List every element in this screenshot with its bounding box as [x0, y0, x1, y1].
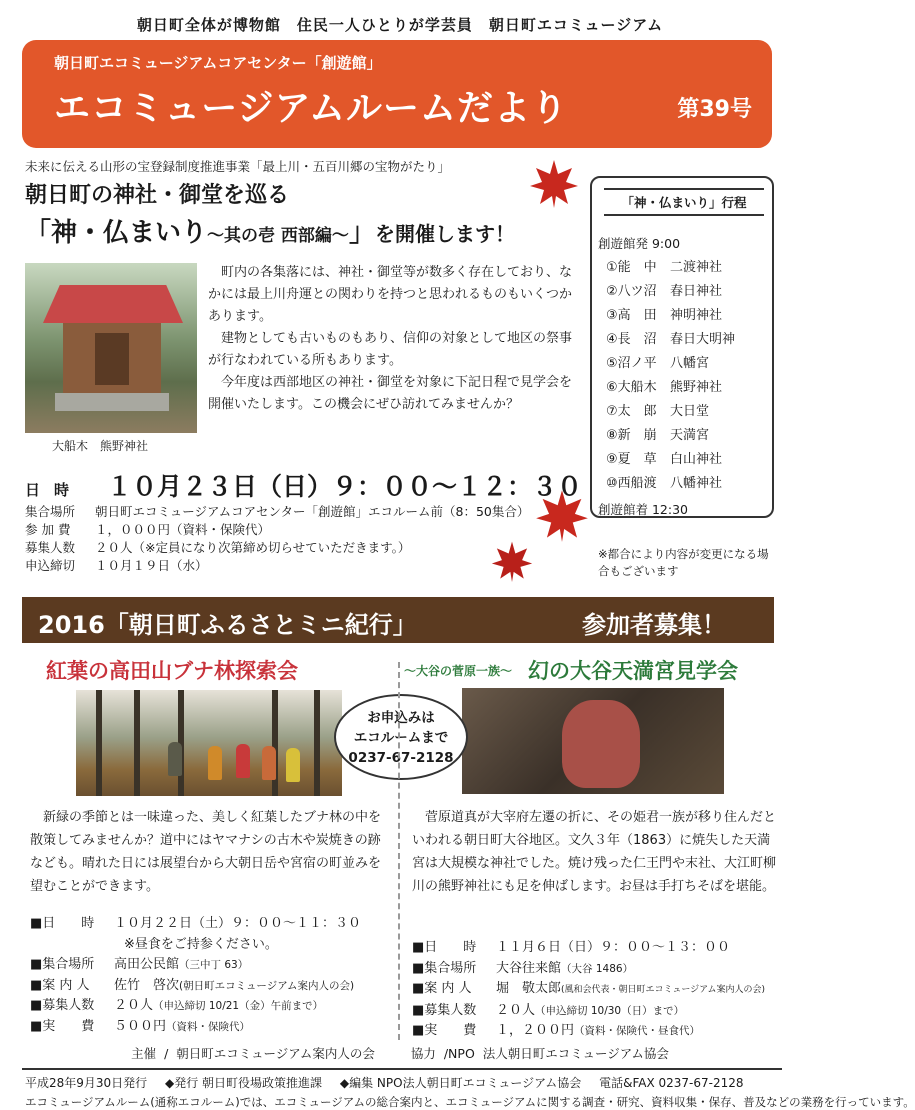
event-details [25, 503, 529, 575]
list-item: ②八ツ沼 春日神社 [606, 284, 723, 299]
list-item: ④長 沼 春日大明神 [606, 332, 736, 347]
schedule-arrive: 創遊館着 12:30 [598, 502, 688, 517]
banner-title: エコミュージアムルームだより [54, 88, 569, 129]
right-tour-prefix: ～大谷の菅原一族～ [404, 664, 513, 678]
right-tour-description: 菅原道真が大宰府左遷の折に、その姫君一族が移り住んだといわれる朝日町大谷地区。文久３年（1863）に焼失した天満宮は大規模な神社でした。焼け残った仁王門や末社、大江町柳川の熊野神社にも足を伸ばします。お昼は手打ちそばを堪能。 [412, 810, 777, 894]
apply-line-1: お申込みは [367, 710, 435, 726]
band-title-2: 参加者募集！ [582, 611, 726, 639]
recruit-band [22, 597, 774, 643]
apply-phone: 0237-67-2128 [348, 750, 454, 766]
detail-row: ■募集人数 ２０人（申込締切 10/21（金）午前まで） [30, 998, 324, 1013]
list-item: ⑧新 崩 天満宮 [606, 428, 710, 443]
list-item: ①能 中 二渡神社 [606, 260, 723, 275]
detail-row: ■実 費 １，２００円（資料・保険代・昼食代） [412, 1023, 701, 1038]
header-banner [22, 40, 772, 148]
apply-line-2: エコルームまで [353, 730, 449, 746]
photo-caption: 大船木 熊野神社 [52, 439, 149, 453]
detail-row: ■募集人数 ２０人（申込締切 10/30（日）まで） [412, 1002, 685, 1018]
organizer-host: 主催 / 朝日町エコミュージアム案内人の会 [131, 1046, 375, 1061]
event-heading-sub: ～其の壱 西部編～ [207, 226, 349, 246]
band-title: 2016「朝日町ふるさとミニ紀行」 [38, 611, 417, 639]
list-item: ⑤沼ノ平 八幡宮 [606, 356, 710, 371]
detail-row: ※昼食をご持参ください。 [124, 936, 278, 952]
list-item: ③高 田 神明神社 [606, 308, 723, 323]
datetime-label: 日時 [25, 481, 84, 499]
detail-row: 募集人数 ２０人（※定員になり次第締め切らせていただきます。） [25, 540, 411, 555]
detail-row: ■案 内 人 堀 敬太郎(風和会代表・朝日町エコミュージアム案内人の会) [412, 981, 766, 996]
footer-publisher: ◆発行 朝日町役場政策推進課 [165, 1076, 323, 1090]
footer-editor: ◆編集 NPO法人朝日町エコミュージアム協会 [339, 1076, 582, 1090]
datetime-value: １０月２３日（日）９：００～１２：３０ [107, 472, 583, 501]
right-tour-details [412, 938, 765, 1042]
shrine-photo [25, 263, 197, 433]
forest-photo [76, 690, 342, 796]
list-item: ⑨夏 草 白山神社 [606, 452, 723, 467]
detail-row: 集合場所 朝日町エコミュージアムコアセンター「創遊館」エコルーム前（8：50集合） [25, 504, 530, 519]
footer-description: エコミュージアムルーム(通称エコルーム)では、エコミュージアムの総合案内と、エコミュージアムに関する調査・研究、資料収集・保存、普及などの業務を行っています。 [25, 1095, 915, 1109]
event-datetime [25, 467, 582, 503]
event-paragraph: 建物としても古いものもあり、信仰の対象として地区の祭事が行なわれている所もあります。 [208, 331, 573, 368]
event-paragraph: 今年度は西部地区の神社・御堂を対象に下記日程で見学会を開催いたします。この機会にぜひ訪れてみませんか？ [208, 375, 573, 412]
event-heading-close: 」 [348, 218, 375, 248]
footer-divider [22, 1068, 782, 1070]
apply-badge [334, 694, 468, 780]
schedule-note: ※都合により内容が変更になる場合もございます [598, 547, 769, 578]
list-item: ⑥大船木 熊野神社 [606, 380, 723, 395]
list-item: ⑦太 郎 大日堂 [606, 404, 710, 419]
left-tour-description: 新緑の季節とは一味違った、美しく紅葉したブナ林の中を散策してみませんか？道中にはヤマナシの古木や炭焼きの跡なども。晴れた日には展望台から大朝日岳や宮宿の町並みを望むことができます。 [30, 810, 382, 894]
schedule-list [606, 256, 735, 496]
detail-row: ■日 時 １１月６日（日）９：００～１３：００ [412, 940, 731, 955]
event-paragraph: 町内の各集落には、神社・御堂等が数多く存在しており、なかには最上川舟運との関わりを持つと思われるものもいくつかあります。 [208, 265, 573, 324]
event-heading-1: 朝日町の神社・御堂を巡る [25, 183, 290, 208]
banner-subtitle: 朝日町エコミュージアムコアセンター「創遊館」 [54, 54, 382, 72]
left-tour-details [30, 914, 361, 1037]
organizer-support: 協力 /NPO 法人朝日町エコミュージアム協会 [410, 1046, 669, 1061]
detail-row: ■実 費 ５００円（資料・保険代） [30, 1018, 251, 1034]
detail-row: 申込締切 １０月１９日（水） [25, 558, 208, 573]
tagline: 朝日町全体が博物館 住民一人ひとりが学芸員 朝日町エコミュージアム [136, 16, 664, 34]
list-item: ⑩西船渡 八幡神社 [606, 476, 723, 491]
footer-contact: 電話&FAX 0237-67-2128 [599, 1076, 744, 1090]
detail-row: ■集合場所 高田公民館（三中丁 63） [30, 957, 249, 972]
detail-row: ■案 内 人 佐竹 啓次(朝日町エコミュージアム案内人の会) [30, 977, 355, 993]
column-divider [398, 662, 400, 1040]
detail-row: ■日 時 １０月２２日（土）９：００～１１：３０ [30, 916, 362, 931]
project-name: 未来に伝える山形の宝登録制度推進事業「最上川・五百川郷の宝物がたり」 [25, 159, 451, 174]
detail-row: ■集合場所 大谷往来館（大谷 1486） [412, 960, 634, 976]
right-tour-title: 幻の大谷天満宮見学会 [528, 659, 738, 683]
schedule-title: 「神・仏まいり」行程 [604, 188, 764, 216]
event-heading-tail: を開催します！ [374, 222, 515, 246]
organizers [0, 1044, 800, 1062]
detail-row: 参 加 費 １，０００円（資料・保険代） [25, 522, 271, 537]
event-heading-main: 「神・仏まいり [25, 218, 208, 248]
schedule-depart: 創遊館発 9:00 [598, 236, 681, 251]
event-heading-2 [25, 212, 515, 249]
footer [25, 1074, 758, 1091]
issue-number: 第39号 [677, 97, 752, 122]
left-tour-title: 紅葉の高田山ブナ林探索会 [46, 659, 298, 683]
statue-photo [462, 688, 724, 794]
event-description [208, 262, 578, 416]
footer-date: 平成28年9月30日発行 [25, 1076, 148, 1090]
